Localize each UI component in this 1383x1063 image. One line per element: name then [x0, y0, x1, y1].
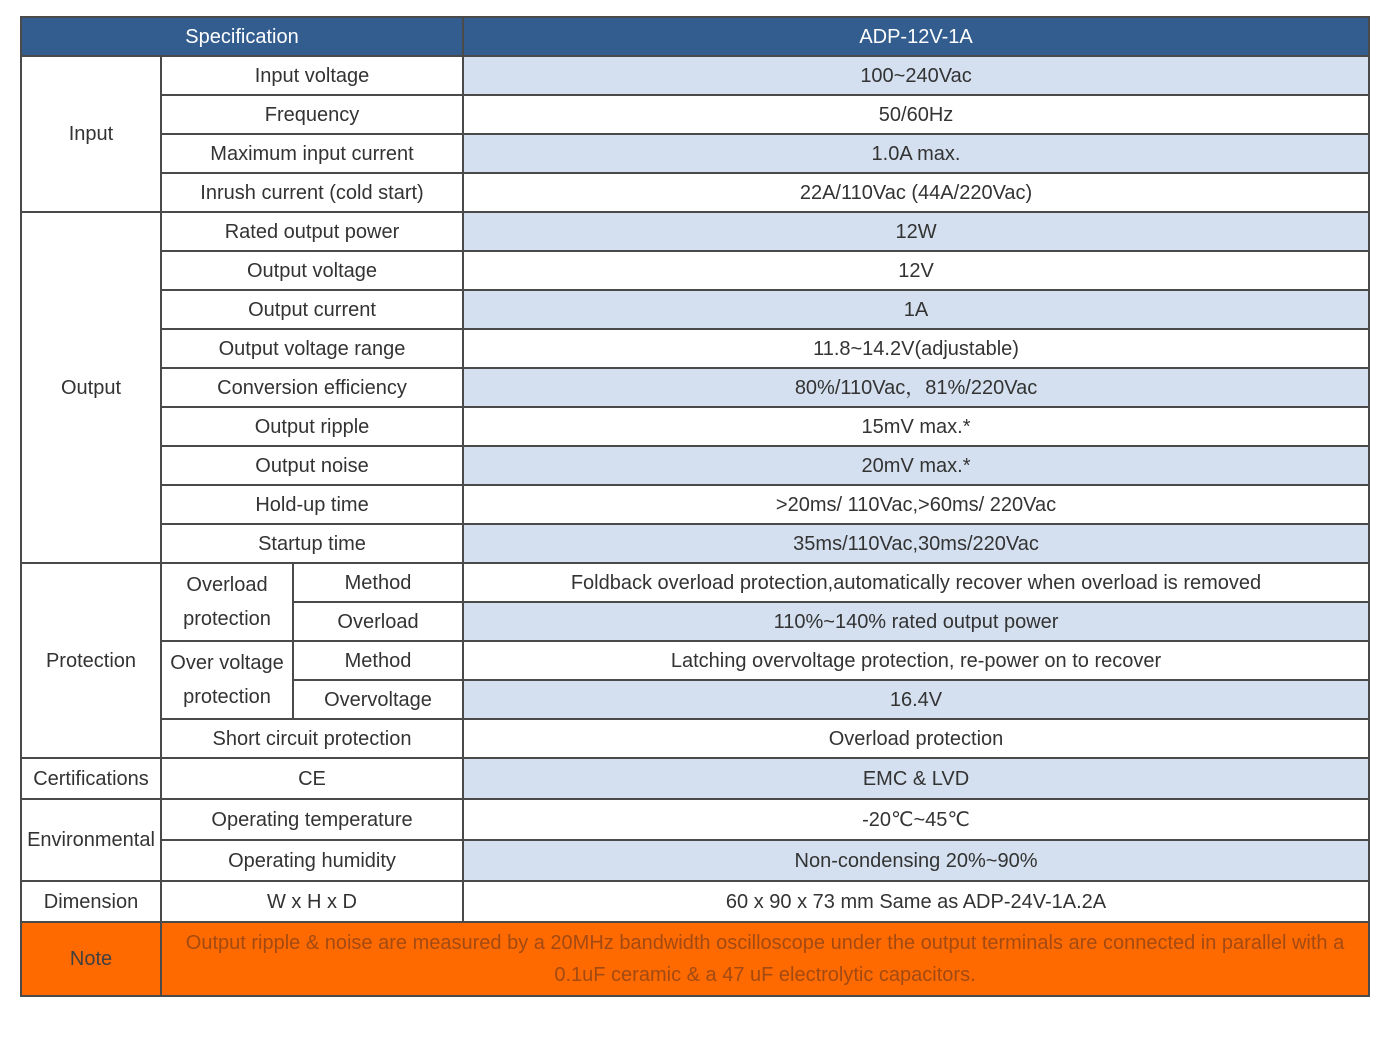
row-value: Non-condensing 20%~90%	[463, 840, 1369, 881]
table-row	[21, 329, 1369, 368]
row-value: 22A/110Vac (44A/220Vac)	[463, 173, 1369, 212]
table-row	[21, 719, 1369, 758]
row-label: Inrush current (cold start)	[161, 173, 463, 212]
row-value: 12V	[463, 251, 1369, 290]
row-value: Overload protection	[463, 719, 1369, 758]
table-row	[21, 485, 1369, 524]
table-row	[21, 446, 1369, 485]
table-row	[21, 134, 1369, 173]
row-label: Rated output power	[161, 212, 463, 251]
sub-label: Method	[293, 563, 463, 602]
row-value: 12W	[463, 212, 1369, 251]
header-row	[21, 17, 1369, 56]
row-value: 1.0A max.	[463, 134, 1369, 173]
sub-label: Method	[293, 641, 463, 680]
row-value: 100~240Vac	[463, 56, 1369, 95]
row-label: Operating humidity	[161, 840, 463, 881]
group-label-note: Note	[21, 922, 161, 996]
row-value: 35ms/110Vac,30ms/220Vac	[463, 524, 1369, 563]
row-value: 15mV max.*	[463, 407, 1369, 446]
row-label: Input voltage	[161, 56, 463, 95]
row-label: Output ripple	[161, 407, 463, 446]
table-row	[21, 407, 1369, 446]
row-label: Output voltage	[161, 251, 463, 290]
table-row	[21, 563, 1369, 602]
row-label: Frequency	[161, 95, 463, 134]
group-label-protection: Protection	[21, 563, 161, 758]
row-value: 80%/110Vac，81%/220Vac	[463, 368, 1369, 407]
table-row	[21, 840, 1369, 881]
spec-header-label: Specification	[21, 17, 463, 56]
row-label: Startup time	[161, 524, 463, 563]
table-row	[21, 290, 1369, 329]
row-value: 110%~140% rated output power	[463, 602, 1369, 641]
group-label-environmental: Environmental	[21, 799, 161, 881]
row-label: Output voltage range	[161, 329, 463, 368]
row-value: 50/60Hz	[463, 95, 1369, 134]
row-value: 16.4V	[463, 680, 1369, 719]
table-row	[21, 56, 1369, 95]
sub-label: Overvoltage	[293, 680, 463, 719]
table-row	[21, 641, 1369, 680]
group-label-certifications: Certifications	[21, 758, 161, 799]
note-text: Output ripple & noise are measured by a 20MHz bandwidth oscilloscope under the output terminals are connected in parallel with a 0.1uF ceramic & a 47 uF electrolytic capacitors.	[161, 922, 1369, 996]
table-row	[21, 212, 1369, 251]
spec-table	[20, 16, 1370, 997]
table-row	[21, 368, 1369, 407]
table-row	[21, 799, 1369, 840]
row-label: Output current	[161, 290, 463, 329]
row-value: >20ms/ 110Vac,>60ms/ 220Vac	[463, 485, 1369, 524]
row-value: -20℃~45℃	[463, 799, 1369, 840]
group-label-input: Input	[21, 56, 161, 212]
table-row	[21, 881, 1369, 922]
row-value: 20mV max.*	[463, 446, 1369, 485]
row-label: Conversion efficiency	[161, 368, 463, 407]
row-value: 11.8~14.2V(adjustable)	[463, 329, 1369, 368]
group-label-dimension: Dimension	[21, 881, 161, 922]
group-label-output: Output	[21, 212, 161, 563]
table-row	[21, 524, 1369, 563]
model-header: ADP-12V-1A	[463, 17, 1369, 56]
overload-protection-label: Overload protection	[161, 563, 293, 641]
note-row	[21, 922, 1369, 996]
row-label: W x H x D	[161, 881, 463, 922]
row-value: Latching overvoltage protection, re-power on to recover	[463, 641, 1369, 680]
table-row	[21, 758, 1369, 799]
row-label: Maximum input current	[161, 134, 463, 173]
row-value: 1A	[463, 290, 1369, 329]
row-value: 60 x 90 x 73 mm Same as ADP-24V-1A.2A	[463, 881, 1369, 922]
table-row	[21, 251, 1369, 290]
row-label: CE	[161, 758, 463, 799]
row-label: Short circuit protection	[161, 719, 463, 758]
overvoltage-protection-label: Over voltage protection	[161, 641, 293, 719]
table-row	[21, 95, 1369, 134]
table-row	[21, 173, 1369, 212]
row-label: Output noise	[161, 446, 463, 485]
sub-label: Overload	[293, 602, 463, 641]
row-value: Foldback overload protection,automatically recover when overload is removed	[463, 563, 1369, 602]
row-label: Hold-up time	[161, 485, 463, 524]
row-value: EMC & LVD	[463, 758, 1369, 799]
row-label: Operating temperature	[161, 799, 463, 840]
